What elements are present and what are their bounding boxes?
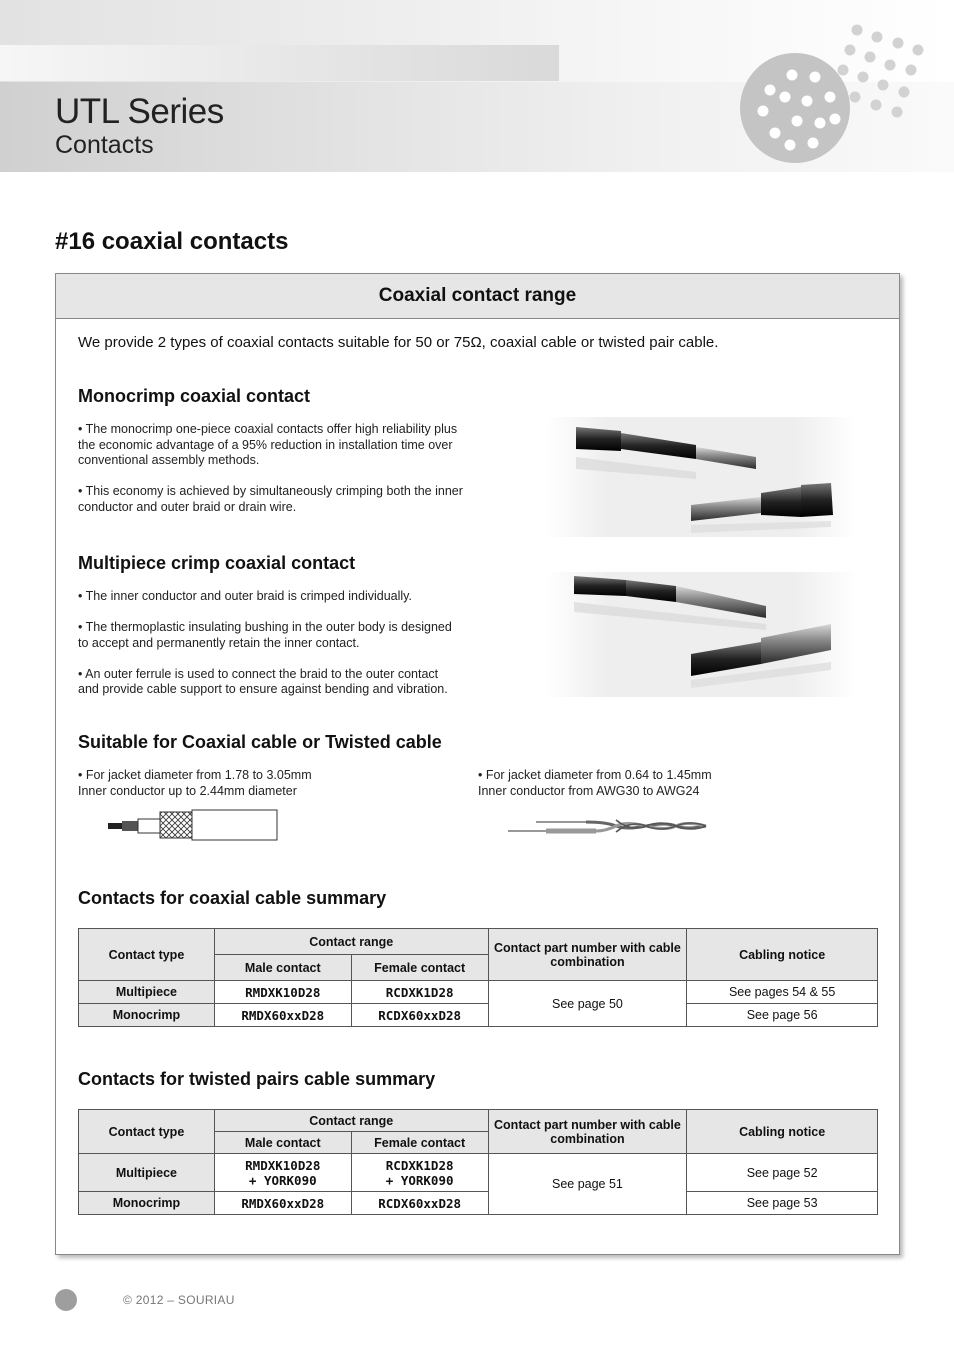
row-contact-type: Monocrimp	[79, 1192, 215, 1215]
header-female: Female contact	[351, 955, 488, 981]
header-male: Male contact	[214, 1132, 351, 1154]
connector-dots-icon	[735, 15, 935, 165]
table-row	[79, 1192, 878, 1215]
row-cabling: See page 56	[687, 1004, 878, 1027]
suitable-heading: Suitable for Coaxial cable or Twisted cable	[78, 732, 442, 752]
row-part-number: See page 50	[488, 981, 687, 1027]
multipiece-contact-image	[546, 572, 856, 697]
row-cabling: See page 52	[687, 1154, 878, 1192]
coax-summary-heading: Contacts for coaxial cable summary	[78, 888, 387, 908]
row-male: RMDX60xxD28	[214, 1004, 351, 1027]
row-male: RMDX60xxD28	[214, 1192, 351, 1215]
multipiece-text: • The inner conductor and outer braid is crimped individually. • The thermoplastic insulating bushing in the outer body is designed to accept and permanently retain the inner contact. • An outer ferrule is used to connect the braid to the outer contact and provide cable support to ensure against bending and vibration.	[78, 589, 452, 696]
header-female: Female contact	[351, 1132, 488, 1154]
row-contact-type: Multipiece	[79, 1154, 215, 1192]
twisted-summary-table	[78, 1109, 878, 1215]
series-subtitle: Contacts	[55, 131, 154, 159]
row-cabling: See pages 54 & 55	[687, 981, 878, 1004]
row-cabling: See page 53	[687, 1192, 878, 1215]
coax-cable-icon	[106, 808, 281, 844]
header-cabling: Cabling notice	[687, 929, 878, 981]
section-title: #16 coaxial contacts	[55, 228, 289, 255]
table-row	[79, 1004, 878, 1027]
panel-title: Coaxial contact range	[56, 274, 899, 319]
table-row	[79, 981, 878, 1004]
coax-cable-text: • For jacket diameter from 1.78 to 3.05mm Inner conductor up to 2.44mm diameter	[78, 768, 312, 798]
series-title: UTL Series	[55, 92, 224, 131]
twisted-summary-heading: Contacts for twisted pairs cable summary	[78, 1069, 436, 1089]
monocrimp-text: • The monocrimp one-piece coaxial contacts offer high reliability plus the economic advantage of a 95% reduction in installation time over conventional assembly methods. • This economy is achieved by simultaneously crimping both the inner conductor and outer braid or drain wire.	[78, 422, 463, 514]
header-male: Male contact	[214, 955, 351, 981]
footer-copyright: © 2012 – SOURIAU	[123, 1293, 235, 1307]
header-part-number: Contact part number with cable combination	[488, 1110, 687, 1154]
intro-text: We provide 2 types of coaxial contacts suitable for 50 or 75Ω, coaxial cable or twisted pair cable.	[78, 334, 719, 351]
multipiece-heading: Multipiece crimp coaxial contact	[78, 553, 356, 573]
header-part-number: Contact part number with cable combination	[488, 929, 687, 981]
row-male: RMDXK10D28	[214, 981, 351, 1004]
row-contact-type: Multipiece	[79, 981, 215, 1004]
table-row	[79, 1154, 878, 1192]
row-contact-type: Monocrimp	[79, 1004, 215, 1027]
page-marker-icon	[55, 1289, 77, 1311]
row-female: RCDX60xxD28	[351, 1192, 488, 1215]
header-contact-range: Contact range	[214, 929, 488, 955]
header-stripe	[0, 45, 559, 81]
header-contact-range: Contact range	[214, 1110, 488, 1132]
monocrimp-heading: Monocrimp coaxial contact	[78, 386, 311, 406]
coax-summary-table	[78, 928, 878, 1027]
row-male: RMDXK10D28 + YORK090	[214, 1154, 351, 1192]
twisted-pair-icon	[506, 814, 711, 838]
coaxial-contact-panel	[55, 273, 900, 1255]
header-cabling: Cabling notice	[687, 1110, 878, 1154]
row-part-number: See page 51	[488, 1154, 687, 1215]
row-female: RCDX60xxD28	[351, 1004, 488, 1027]
monocrimp-contact-image	[546, 417, 856, 537]
row-female: RCDXK1D28	[351, 981, 488, 1004]
header-contact-type: Contact type	[79, 929, 215, 981]
twisted-cable-text: • For jacket diameter from 0.64 to 1.45mm Inner conductor from AWG30 to AWG24	[478, 768, 712, 798]
header-contact-type: Contact type	[79, 1110, 215, 1154]
row-female: RCDXK1D28 + YORK090	[351, 1154, 488, 1192]
